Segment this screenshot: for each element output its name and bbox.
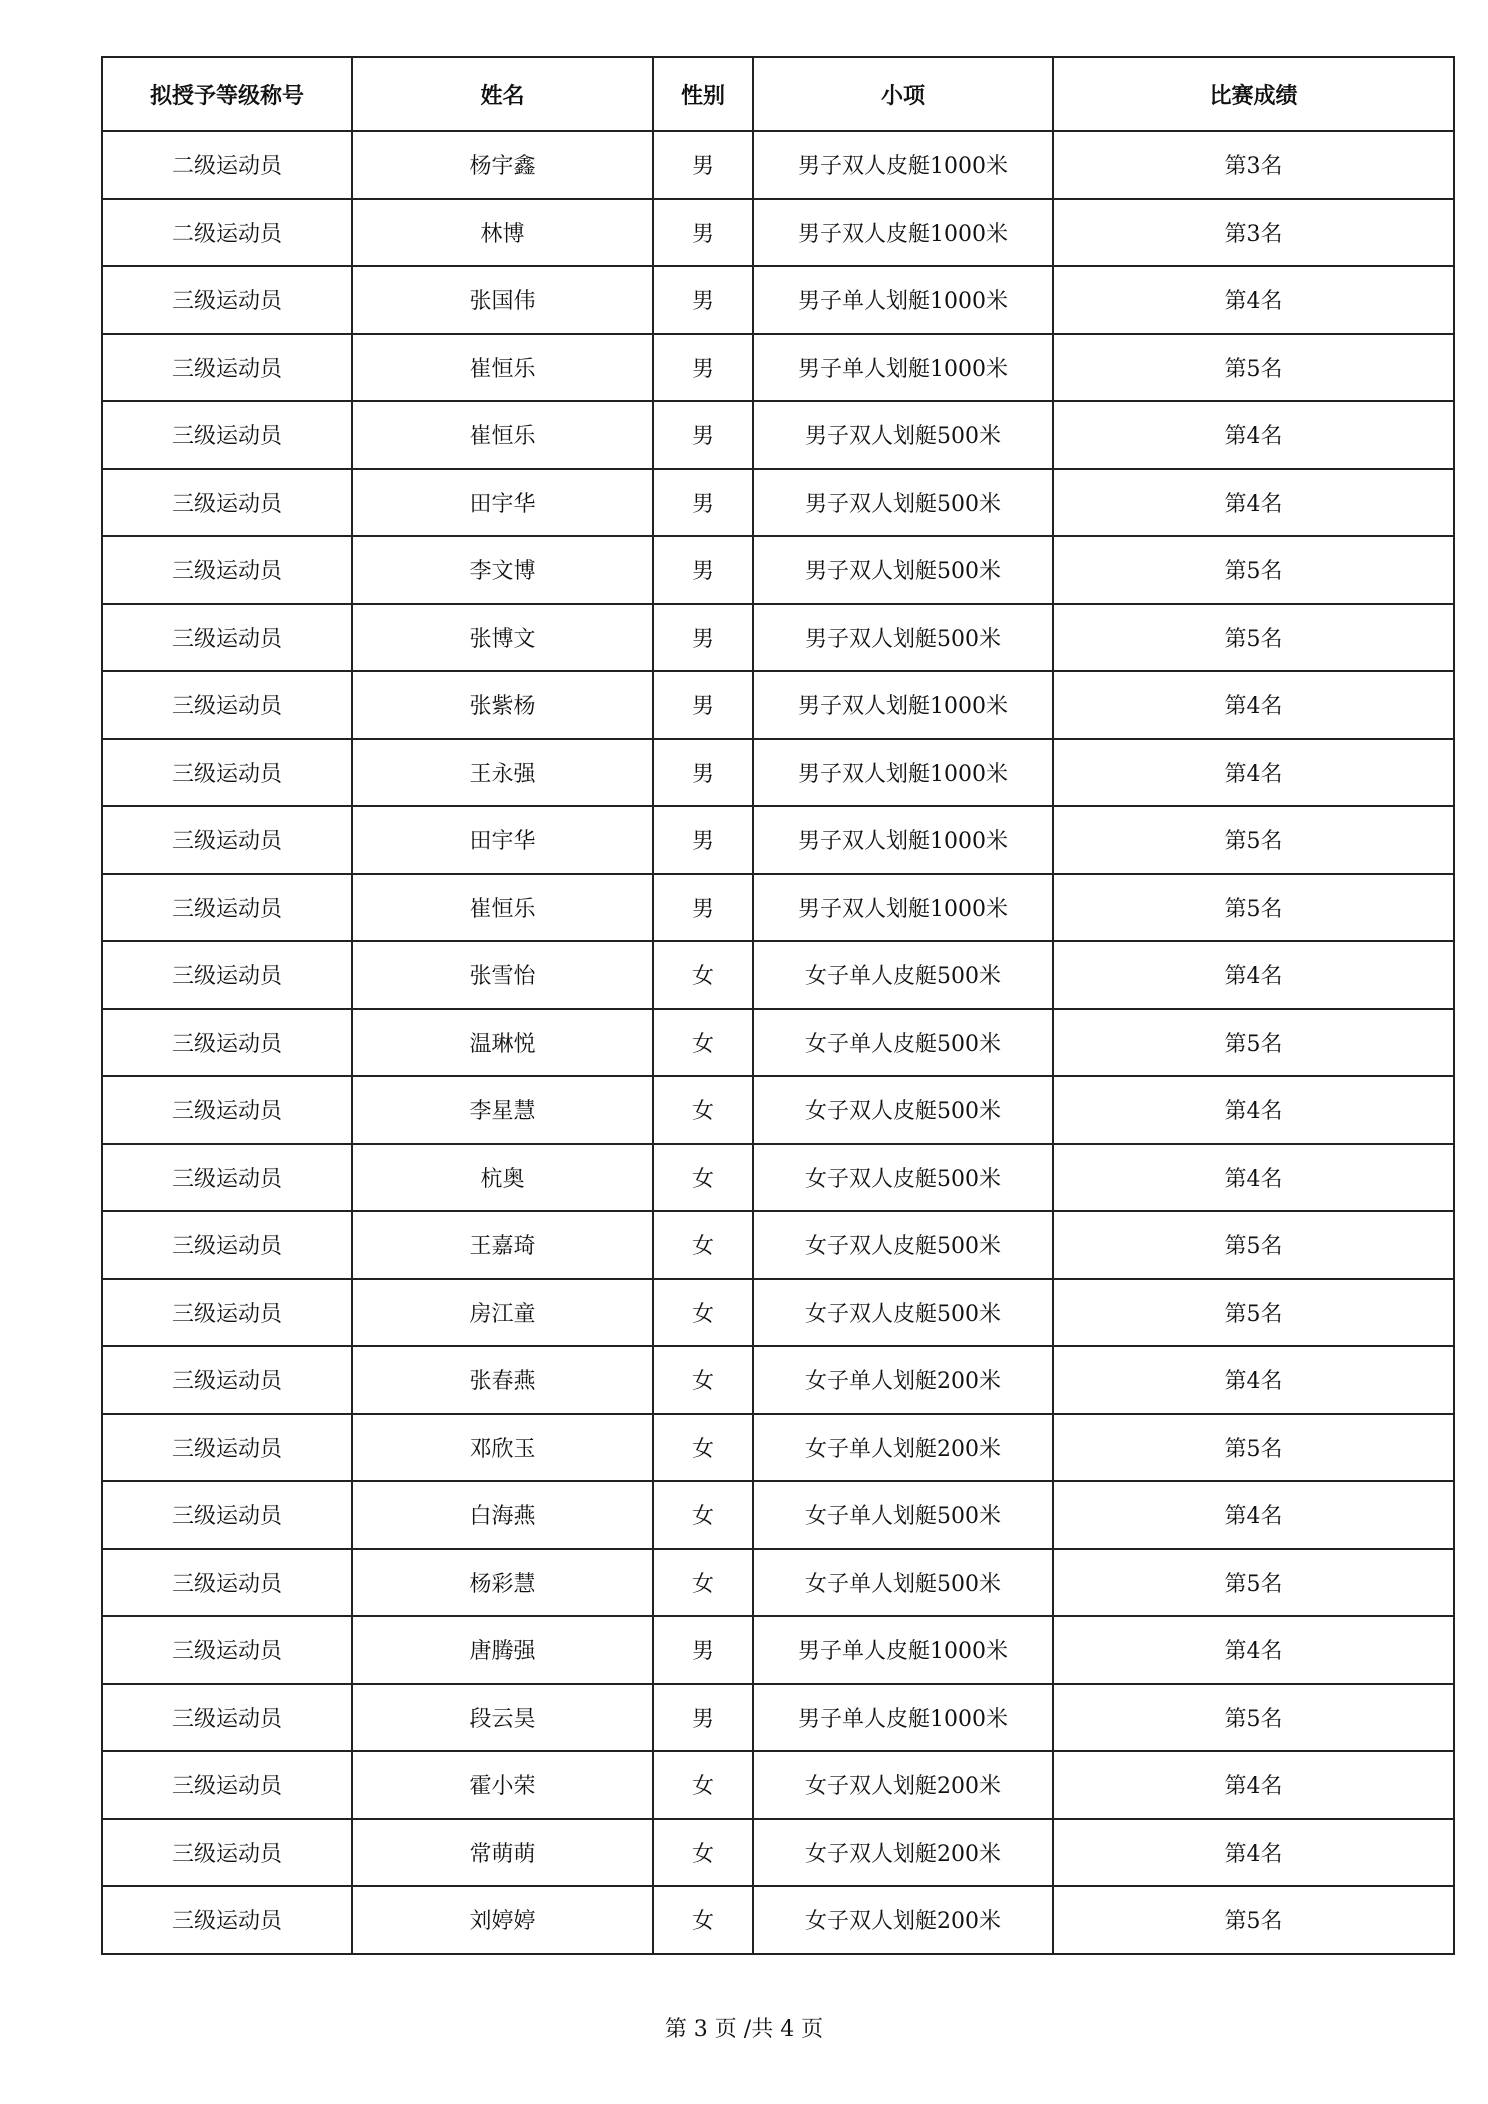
- cell-name: 杭奥: [352, 1144, 653, 1212]
- table-row: [102, 1279, 1454, 1347]
- cell-title-level: 三级运动员: [102, 1076, 352, 1144]
- cell-event: 男子单人皮艇1000米: [753, 1616, 1053, 1684]
- cell-name: 王嘉琦: [352, 1211, 653, 1279]
- table-row: [102, 1616, 1454, 1684]
- cell-title-level: 三级运动员: [102, 739, 352, 807]
- cell-name: 张博文: [352, 604, 653, 672]
- cell-name: 常萌萌: [352, 1819, 653, 1887]
- cell-gender: 女: [653, 1414, 753, 1482]
- cell-gender: 男: [653, 874, 753, 942]
- cell-event: 男子双人划艇1000米: [753, 739, 1053, 807]
- cell-gender: 女: [653, 941, 753, 1009]
- cell-title-level: 三级运动员: [102, 536, 352, 604]
- cell-result: 第5名: [1053, 1549, 1454, 1617]
- cell-name: 田宇华: [352, 469, 653, 537]
- table-row: [102, 199, 1454, 267]
- table-row: [102, 1886, 1454, 1954]
- cell-event: 男子单人划艇1000米: [753, 266, 1053, 334]
- table-row: [102, 739, 1454, 807]
- table-row: [102, 806, 1454, 874]
- table-row: [102, 401, 1454, 469]
- cell-gender: 女: [653, 1549, 753, 1617]
- cell-event: 女子单人划艇200米: [753, 1414, 1053, 1482]
- cell-result: 第5名: [1053, 334, 1454, 402]
- cell-event: 女子双人皮艇500米: [753, 1211, 1053, 1279]
- cell-name: 温琳悦: [352, 1009, 653, 1077]
- table-row: [102, 1751, 1454, 1819]
- cell-gender: 男: [653, 604, 753, 672]
- header-event: 小项: [753, 57, 1053, 131]
- table-header-row: [102, 57, 1454, 131]
- table-row: [102, 1414, 1454, 1482]
- cell-result: 第3名: [1053, 131, 1454, 199]
- cell-gender: 男: [653, 334, 753, 402]
- table-row: [102, 334, 1454, 402]
- cell-name: 杨彩慧: [352, 1549, 653, 1617]
- cell-result: 第5名: [1053, 1684, 1454, 1752]
- cell-gender: 男: [653, 536, 753, 604]
- cell-name: 王永强: [352, 739, 653, 807]
- cell-name: 崔恒乐: [352, 874, 653, 942]
- table-row: [102, 266, 1454, 334]
- cell-result: 第4名: [1053, 739, 1454, 807]
- cell-event: 女子双人划艇200米: [753, 1886, 1053, 1954]
- table-row: [102, 1144, 1454, 1212]
- cell-event: 男子双人划艇500米: [753, 469, 1053, 537]
- cell-gender: 女: [653, 1144, 753, 1212]
- cell-name: 李星慧: [352, 1076, 653, 1144]
- cell-gender: 男: [653, 739, 753, 807]
- table-body: [102, 131, 1454, 1954]
- cell-title-level: 三级运动员: [102, 1616, 352, 1684]
- cell-title-level: 三级运动员: [102, 334, 352, 402]
- cell-title-level: 三级运动员: [102, 469, 352, 537]
- cell-event: 女子双人皮艇500米: [753, 1076, 1053, 1144]
- cell-event: 男子双人皮艇1000米: [753, 199, 1053, 267]
- cell-title-level: 三级运动员: [102, 1886, 352, 1954]
- cell-gender: 男: [653, 806, 753, 874]
- cell-event: 女子单人划艇500米: [753, 1549, 1053, 1617]
- cell-title-level: 三级运动员: [102, 1549, 352, 1617]
- cell-event: 男子双人划艇500米: [753, 401, 1053, 469]
- cell-result: 第3名: [1053, 199, 1454, 267]
- header-result: 比赛成绩: [1053, 57, 1454, 131]
- table-row: [102, 1819, 1454, 1887]
- cell-gender: 男: [653, 671, 753, 739]
- cell-name: 霍小荣: [352, 1751, 653, 1819]
- cell-result: 第5名: [1053, 1009, 1454, 1077]
- cell-title-level: 三级运动员: [102, 874, 352, 942]
- table-row: [102, 1009, 1454, 1077]
- table-row: [102, 874, 1454, 942]
- page-number: 第 3 页 /共 4 页: [664, 2017, 824, 2042]
- table-row: [102, 469, 1454, 537]
- athlete-results-table: [101, 56, 1455, 1955]
- cell-title-level: 三级运动员: [102, 806, 352, 874]
- cell-result: 第4名: [1053, 1751, 1454, 1819]
- cell-name: 张春燕: [352, 1346, 653, 1414]
- cell-event: 女子单人皮艇500米: [753, 941, 1053, 1009]
- cell-gender: 男: [653, 131, 753, 199]
- header-gender: 性别: [653, 57, 753, 131]
- table-row: [102, 131, 1454, 199]
- cell-title-level: 三级运动员: [102, 1751, 352, 1819]
- cell-gender: 女: [653, 1819, 753, 1887]
- cell-gender: 男: [653, 1616, 753, 1684]
- header-title-level: 拟授予等级称号: [102, 57, 352, 131]
- cell-result: 第5名: [1053, 604, 1454, 672]
- table-row: [102, 1211, 1454, 1279]
- cell-result: 第5名: [1053, 1414, 1454, 1482]
- cell-name: 张雪怡: [352, 941, 653, 1009]
- table-row: [102, 1549, 1454, 1617]
- cell-gender: 女: [653, 1886, 753, 1954]
- cell-name: 段云昊: [352, 1684, 653, 1752]
- cell-event: 男子单人皮艇1000米: [753, 1684, 1053, 1752]
- cell-event: 女子单人划艇500米: [753, 1481, 1053, 1549]
- cell-title-level: 三级运动员: [102, 1819, 352, 1887]
- cell-event: 男子双人划艇1000米: [753, 671, 1053, 739]
- cell-title-level: 三级运动员: [102, 1144, 352, 1212]
- cell-title-level: 三级运动员: [102, 941, 352, 1009]
- table-row: [102, 1346, 1454, 1414]
- cell-title-level: 三级运动员: [102, 604, 352, 672]
- cell-name: 杨宇鑫: [352, 131, 653, 199]
- cell-title-level: 三级运动员: [102, 1414, 352, 1482]
- cell-event: 女子双人皮艇500米: [753, 1144, 1053, 1212]
- cell-title-level: 三级运动员: [102, 1684, 352, 1752]
- cell-result: 第5名: [1053, 1886, 1454, 1954]
- cell-gender: 男: [653, 199, 753, 267]
- cell-gender: 女: [653, 1346, 753, 1414]
- cell-name: 田宇华: [352, 806, 653, 874]
- cell-result: 第5名: [1053, 806, 1454, 874]
- cell-gender: 男: [653, 1684, 753, 1752]
- cell-name: 林博: [352, 199, 653, 267]
- cell-event: 男子双人划艇500米: [753, 536, 1053, 604]
- table-row: [102, 1684, 1454, 1752]
- cell-result: 第4名: [1053, 1481, 1454, 1549]
- cell-result: 第5名: [1053, 1279, 1454, 1347]
- cell-gender: 女: [653, 1279, 753, 1347]
- cell-name: 张国伟: [352, 266, 653, 334]
- cell-title-level: 三级运动员: [102, 266, 352, 334]
- cell-event: 女子单人皮艇500米: [753, 1009, 1053, 1077]
- table-row: [102, 1481, 1454, 1549]
- table-row: [102, 536, 1454, 604]
- cell-result: 第4名: [1053, 1819, 1454, 1887]
- header-name: 姓名: [352, 57, 653, 131]
- cell-result: 第4名: [1053, 1076, 1454, 1144]
- table-row: [102, 604, 1454, 672]
- cell-gender: 男: [653, 266, 753, 334]
- cell-title-level: 三级运动员: [102, 1481, 352, 1549]
- cell-gender: 女: [653, 1211, 753, 1279]
- cell-event: 女子双人划艇200米: [753, 1751, 1053, 1819]
- cell-event: 男子单人划艇1000米: [753, 334, 1053, 402]
- cell-title-level: 三级运动员: [102, 401, 352, 469]
- cell-result: 第4名: [1053, 1616, 1454, 1684]
- cell-result: 第4名: [1053, 469, 1454, 537]
- cell-event: 男子双人皮艇1000米: [753, 131, 1053, 199]
- cell-name: 唐腾强: [352, 1616, 653, 1684]
- cell-title-level: 三级运动员: [102, 1211, 352, 1279]
- cell-gender: 男: [653, 401, 753, 469]
- cell-result: 第4名: [1053, 671, 1454, 739]
- cell-title-level: 三级运动员: [102, 1009, 352, 1077]
- cell-result: 第4名: [1053, 401, 1454, 469]
- cell-name: 刘婷婷: [352, 1886, 653, 1954]
- cell-name: 邓欣玉: [352, 1414, 653, 1482]
- cell-title-level: 二级运动员: [102, 131, 352, 199]
- cell-result: 第4名: [1053, 1346, 1454, 1414]
- cell-name: 房江童: [352, 1279, 653, 1347]
- cell-result: 第5名: [1053, 1211, 1454, 1279]
- cell-name: 崔恒乐: [352, 401, 653, 469]
- cell-event: 男子双人划艇1000米: [753, 806, 1053, 874]
- cell-name: 崔恒乐: [352, 334, 653, 402]
- cell-name: 李文博: [352, 536, 653, 604]
- cell-event: 女子双人皮艇500米: [753, 1279, 1053, 1347]
- cell-gender: 男: [653, 469, 753, 537]
- cell-result: 第4名: [1053, 1144, 1454, 1212]
- cell-gender: 女: [653, 1751, 753, 1819]
- cell-name: 白海燕: [352, 1481, 653, 1549]
- cell-result: 第5名: [1053, 536, 1454, 604]
- table-row: [102, 941, 1454, 1009]
- cell-title-level: 二级运动员: [102, 199, 352, 267]
- table-row: [102, 1076, 1454, 1144]
- cell-event: 女子单人划艇200米: [753, 1346, 1053, 1414]
- cell-title-level: 三级运动员: [102, 1346, 352, 1414]
- table-row: [102, 671, 1454, 739]
- cell-gender: 女: [653, 1481, 753, 1549]
- cell-name: 张紫杨: [352, 671, 653, 739]
- cell-result: 第4名: [1053, 941, 1454, 1009]
- cell-gender: 女: [653, 1076, 753, 1144]
- cell-result: 第5名: [1053, 874, 1454, 942]
- cell-result: 第4名: [1053, 266, 1454, 334]
- cell-event: 男子双人划艇500米: [753, 604, 1053, 672]
- cell-title-level: 三级运动员: [102, 671, 352, 739]
- cell-title-level: 三级运动员: [102, 1279, 352, 1347]
- cell-event: 男子双人划艇1000米: [753, 874, 1053, 942]
- cell-gender: 女: [653, 1009, 753, 1077]
- cell-event: 女子双人划艇200米: [753, 1819, 1053, 1887]
